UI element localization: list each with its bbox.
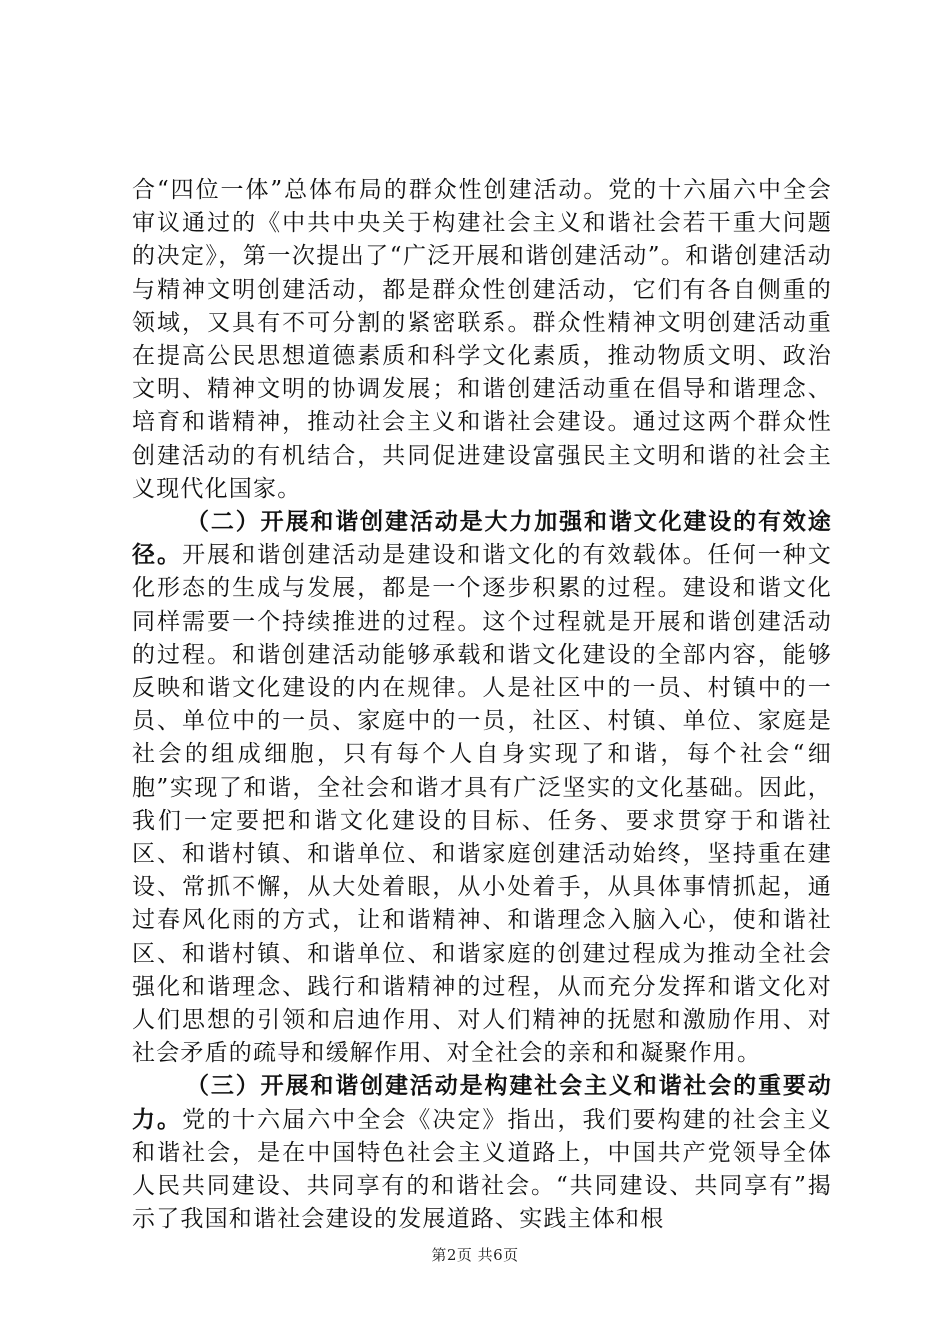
- document-body: [132, 174, 832, 1237]
- paragraph-3-heading: （三）开展和谐创建活动是构建社会主义和谐社会的重要动力。: [132, 1073, 832, 1133]
- page-number: 第2页 共6页: [431, 1246, 519, 1264]
- paragraph-1-text: 合“四位一体”总体布局的群众性创建活动。党的十六届六中全会审议通过的《中共中央关于构建社会主义和谐社会若干重大问题的决定》，第一次提出了“广泛开展和谐创建活动”。和谐创建活动与精神文明创建活动，都是群众性创建活动，它们有各自侧重的领域，又具有不可分割的紧密联系。群众性精神文明创建活动重在提高公民思想道德素质和科学文化素质，推动物质文明、政治文明、精神文明的协调发展；和谐创建活动重在倡导和谐理念、培育和谐精神，推动社会主义和谐社会建设。通过这两个群众性创建活动的有机结合，共同促进建设富强民主文明和谐的社会主义现代化国家。: [132, 177, 832, 502]
- paragraph-3: [132, 1070, 832, 1236]
- paragraph-3-text: 党的十六届六中全会《决定》指出，我们要构建的社会主义和谐社会，是在中国特色社会主义道路上，中国共产党领导全体人民共同建设、共同享有的和谐社会。“共同建设、共同享有”揭示了我国和谐社会建设的发展道路、实践主体和根: [132, 1106, 832, 1233]
- paragraph-2-heading: （二）开展和谐创建活动是大力加强和谐文化建设的有效途径。: [132, 509, 832, 569]
- page-footer: [0, 1244, 950, 1265]
- paragraph-2-text: 开展和谐创建活动是建设和谐文化的有效载体。任何一种文化形态的生成与发展，都是一个逐步积累的过程。建设和谐文化同样需要一个持续推进的过程。这个过程就是开展和谐创建活动的过程。和谐创建活动能够承载和谐文化建设的全部内容，能够反映和谐文化建设的内在规律。人是社区中的一员、村镇中的一员、单位中的一员、家庭中的一员，社区、村镇、单位、家庭是社会的组成细胞，只有每个人自身实现了和谐，每个社会“细胞”实现了和谐，全社会和谐才具有广泛坚实的文化基础。因此，我们一定要把和谐文化建设的目标、任务、要求贯穿于和谐社区、和谐村镇、和谐单位、和谐家庭创建活动始终，坚持重在建设、常抓不懈，从大处着眼，从小处着手，从具体事情抓起，通过春风化雨的方式，让和谐精神、和谐理念入脑入心，使和谐社区、和谐村镇、和谐单位、和谐家庭的创建过程成为推动全社会强化和谐理念、践行和谐精神的过程，从而充分发挥和谐文化对人们思想的引领和启迪作用、对人们精神的抚慰和激励作用、对社会矛盾的疏导和缓解作用、对全社会的亲和和凝聚作用。: [132, 542, 832, 1067]
- paragraph-1: [132, 174, 832, 506]
- paragraph-2: [132, 506, 832, 1070]
